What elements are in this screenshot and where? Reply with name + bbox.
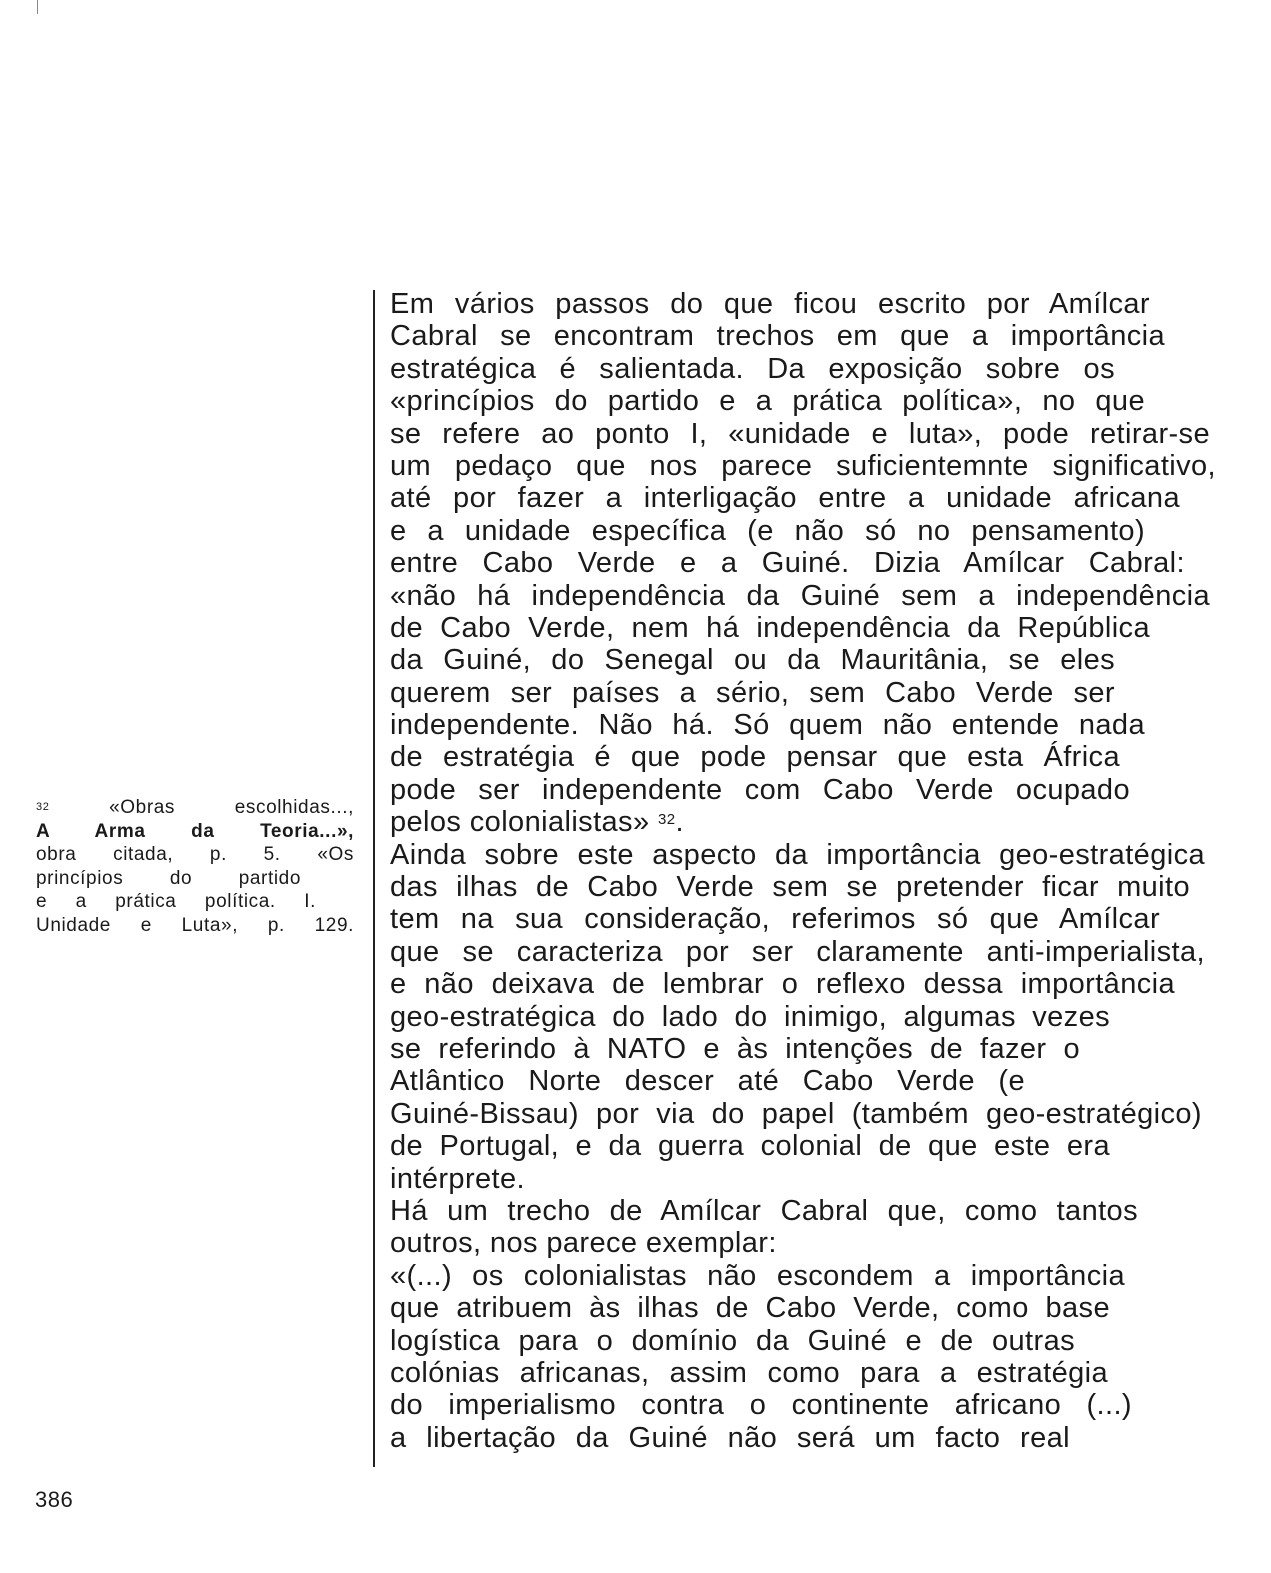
body-line: «princípios do partido e a prática política», no que: [390, 385, 1145, 418]
body-line: pode ser independente com Cabo Verde ocupado: [390, 773, 1130, 806]
body-line: um pedaço que nos parece suficientemnte significativo,: [390, 449, 1216, 482]
body-line: «não há independência da Guiné sem a independência: [390, 579, 1210, 612]
body-line: pelos colonialistas» $^{32}$.: [390, 806, 684, 839]
body-line: outros, nos parece exemplar:: [390, 1227, 777, 1260]
top-edge-mark: [37, 0, 38, 14]
footnote-line-6: Unidade e Luta», p. 129.: [36, 914, 354, 936]
footnote-marker: 32: [36, 801, 50, 813]
body-line: até por fazer a interligação entre a unidade africana: [390, 482, 1180, 515]
body-line: de estratégia é que pode pensar que esta África: [390, 741, 1120, 774]
margin-rule: [373, 290, 375, 1467]
body-line: e a unidade específica (e não só no pensamento): [390, 514, 1145, 547]
page-number: 386: [35, 1487, 74, 1512]
body-line: «(...) os colonialistas não escondem a importância: [390, 1259, 1125, 1292]
footnote-line-5: e a prática política. I.: [36, 891, 316, 912]
body-line: Guiné-Bissau) por via do papel (também geo-estratégico): [390, 1097, 1202, 1130]
body-line: Ainda sobre este aspecto da importância geo-estratégica: [390, 838, 1205, 871]
body-line: a libertação da Guiné não será um facto real: [390, 1421, 1070, 1454]
body-line: de Portugal, e da guerra colonial de que este era: [390, 1130, 1110, 1163]
body-line: da Guiné, do Senegal ou da Mauritânia, se eles: [390, 644, 1115, 677]
body-line: querem ser países a sério, sem Cabo Verde ser: [390, 676, 1115, 709]
footnote-line-3: obra citada, p. 5. «Os: [36, 844, 354, 865]
footnote-line-2: A Arma da Teoria...»,: [36, 820, 354, 842]
body-line: intérprete.: [390, 1162, 525, 1195]
body-line: que se caracteriza por ser claramente anti-imperialista,: [390, 935, 1205, 968]
body-line: se referindo à NATO e às intenções de fazer o: [390, 1032, 1080, 1065]
body-line: geo-estratégica do lado do inimigo, algumas vezes: [390, 1000, 1110, 1033]
footnote-ref-32: 32: [657, 811, 676, 829]
body-line: Atlântico Norte descer até Cabo Verde (e: [390, 1065, 1025, 1098]
footnote-line-1: $^{32}$ «Obras escolhidas...,: [36, 797, 354, 818]
footnote-32: [36, 796, 354, 937]
body-line: do imperialismo contra o continente africano (...): [390, 1389, 1132, 1422]
body-line: se refere ao ponto I, «unidade e luta», pode retirar-se: [390, 417, 1210, 450]
body-line: Em vários passos do que ficou escrito por Amílcar: [390, 288, 1150, 320]
body-line: das ilhas de Cabo Verde sem se pretender ficar muito: [390, 871, 1190, 904]
body-line: de Cabo Verde, nem há independência da República: [390, 611, 1150, 644]
main-body-text: [390, 288, 1220, 1454]
body-line: Há um trecho de Amílcar Cabral que, como tantos: [390, 1194, 1138, 1227]
body-line: Cabral se encontram trechos em que a importância: [390, 320, 1165, 353]
footnote-line-4: princípios do partido: [36, 867, 301, 889]
body-line: estratégica é salientada. Da exposição sobre os: [390, 352, 1115, 385]
body-line: e não deixava de lembrar o reflexo dessa importância: [390, 968, 1175, 1001]
body-line: colónias africanas, assim como para a estratégia: [390, 1356, 1108, 1389]
body-line: tem na sua consideração, referimos só que Amílcar: [390, 903, 1160, 936]
body-line: que atribuem às ilhas de Cabo Verde, como base: [390, 1292, 1110, 1325]
body-line: entre Cabo Verde e a Guiné. Dizia Amílcar Cabral:: [390, 547, 1185, 580]
body-line: logística para o domínio da Guiné e de outras: [390, 1324, 1075, 1357]
body-line: independente. Não há. Só quem não entende nada: [390, 709, 1145, 742]
